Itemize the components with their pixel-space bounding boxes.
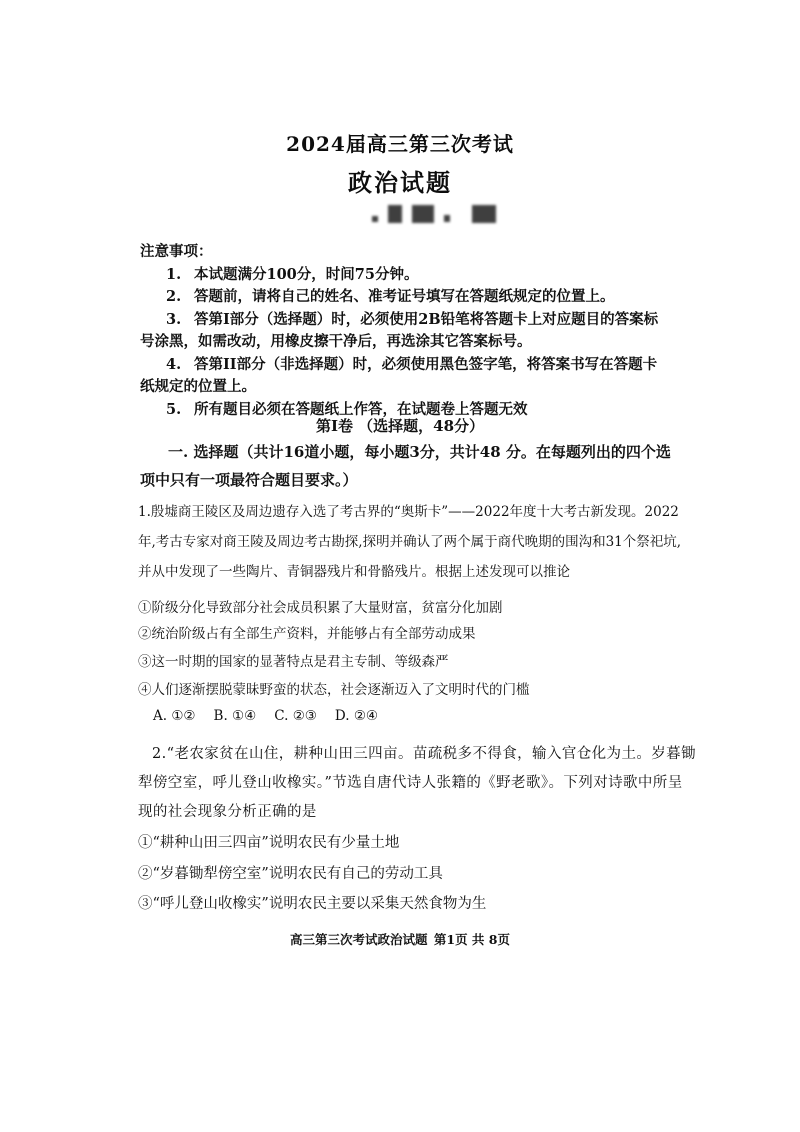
question-text: 并从中发现了一些陶片、青铜器残片和骨骼残片。根据上述发现可以推论	[138, 564, 570, 580]
redaction-block	[412, 205, 434, 223]
note-item: 5. 所有题目必须在答题纸上作答，在试题卷上答题无效	[166, 400, 528, 418]
section-intro: 一. 选择题（共计16道小题，每小题3分，共计48 分。在每题列出的四个选 项中只有一项最符合题目要求。）	[140, 443, 671, 489]
redaction-block	[372, 216, 378, 222]
note-item: 3. 答第Ⅰ部分（选择题）时，必须使用2B铅笔将答题卡上对应题目的答案标	[166, 310, 659, 328]
question-text: 2.“老农家贫在山住，耕种山田三四亩。苗疏税多不得食，输入官仓化为土。岁暮锄	[152, 746, 696, 762]
statement-option: ③“呼儿登山收橡实”说明农民主要以采集天然食物为生	[138, 896, 487, 912]
question-2	[138, 740, 698, 827]
statement-option: ③这一时期的国家的显著特点是君主专制、等级森严	[138, 654, 449, 670]
note-item-continuation: 号涂黑，如需改动，用橡皮擦干净后，再选涂其它答案标号。	[140, 333, 532, 350]
statement-option: ②统治阶级占有全部生产资料，并能够占有全部劳动成果	[138, 626, 476, 642]
statement-option: ①“耕种山田三四亩”说明农民有少量土地	[138, 835, 400, 851]
exam-title: 2024届高三第三次考试	[286, 132, 514, 156]
footer-doc-name: 高三第三次考试政治试题	[290, 932, 428, 947]
statement-option: ④人们逐渐摆脱蒙昧野蛮的状态，社会逐渐迈入了文明时代的门槛	[138, 682, 530, 698]
statement-option: ②“岁暮锄犁傍空室”说明农民有自己的劳动工具	[138, 866, 443, 882]
answer-choices	[153, 708, 378, 724]
choice-a: A. ①②	[153, 708, 196, 724]
statement-option: ①阶级分化导致部分社会成员积累了大量财富，贫富分化加剧	[138, 600, 503, 616]
subject-title: 政治试题	[348, 168, 452, 197]
redaction-block	[388, 205, 402, 223]
footer-page-info: 第1页 共 8页	[433, 932, 510, 947]
question-text: 犁傍空室，呼儿登山收橡实。”节选自唐代诗人张籍的《野老歌》。下列对诗歌中所呈	[138, 775, 683, 791]
question-1	[138, 497, 698, 587]
note-item-continuation: 纸规定的位置上。	[140, 378, 256, 395]
choice-b: B. ①④	[213, 708, 257, 724]
redaction-block	[472, 205, 496, 223]
page-footer	[0, 930, 800, 948]
note-item: 2. 答题前，请将自己的姓名、准考证号填写在答题纸规定的位置上。	[166, 288, 615, 305]
question-text: 1.殷墟商王陵区及周边遗存入选了考古界的“奥斯卡”——2022年度十大考古新发现。2022	[138, 504, 679, 520]
notes-section	[140, 241, 700, 421]
redacted-info	[372, 203, 496, 225]
redaction-block	[444, 215, 450, 222]
choice-c: C. ②③	[274, 708, 317, 724]
choice-d: D. ②④	[334, 708, 379, 724]
notes-heading: 注意事项：	[140, 243, 213, 260]
question-text: 现的社会现象分析正确的是	[138, 804, 317, 820]
section-title: 第Ⅰ卷 （选择题，48分）	[315, 417, 485, 435]
note-item: 4. 答第II部分（非选择题）时，必须使用黑色签字笔，将答案书写在答题卡	[166, 355, 658, 373]
note-item: 1. 本试题满分100分，时间75分钟。	[166, 265, 419, 283]
question-text: 年,考古专家对商王陵及周边考古勘探,探明并确认了两个属于商代晚期的围沟和31个祭祀坑,	[138, 534, 682, 550]
